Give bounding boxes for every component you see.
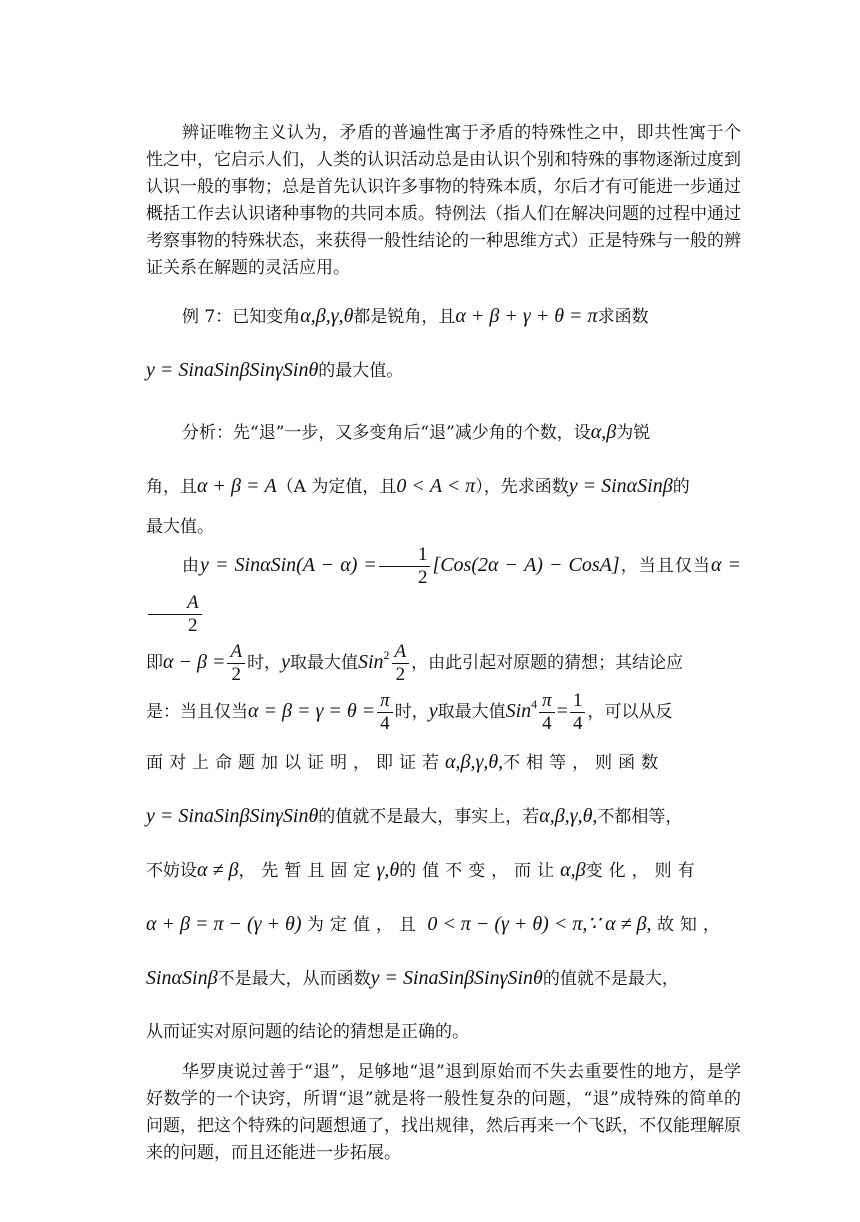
fraction-denominator: 2 — [231, 664, 241, 685]
proof-text-7: 的值不变，而让 — [399, 861, 561, 881]
fraction-pi-over-4-b — [539, 690, 555, 735]
proof-line-5 — [146, 952, 741, 1006]
fraction-a-over-2-b — [227, 641, 245, 686]
fraction-denominator: 4 — [380, 713, 390, 734]
proof-text-10: 故知， — [656, 915, 726, 935]
closing-paragraph: 华罗庚说过善于“退”，足够地“退”退到原始而不失去重要性的地方，是学好数学的一个诀窍，所谓“退”就是将一般性复杂的问题，“退”成特殊的简单的问题，把这个特殊的问题想通了，找出规律，然后再来一个飞跃，不仅能理解原来的问题，而且还能进一步拓展。 — [146, 1062, 741, 1163]
proof-line-4 — [146, 898, 741, 952]
proof-line-3 — [146, 844, 741, 898]
analysis-line-1 — [146, 406, 741, 460]
derive-text-4: 时， — [247, 653, 282, 673]
derive-bracket: [Cos(2α − A) − CosA] — [432, 554, 620, 576]
fraction-a-over-2 — [148, 592, 202, 637]
intro-paragraph: 辨证唯物主义认为，矛盾的普遍性寓于矛盾的特殊性之中，即共性寓于个性之中，它启示人们，人类的认识活动总是由认识个别和特殊的事物逐渐过度到认识一般的事物；总是首先认识许多事物的特殊本质，尔后才有可能进一步通过概括工作去认识诸种事物的共同本质。特例法（指人们在解决问题的过程中通过考察事物的特殊状态，来获得一般性结论的一种思维方式）正是特殊与一般的辨证关系在解题的灵活应用。 — [146, 123, 741, 278]
concl-text-4: ，可以从反 — [587, 702, 673, 722]
concl-text-3: 取最大值 — [437, 702, 506, 722]
proof-changing-vars: α,β — [560, 859, 586, 881]
derive-text-1: 由 — [182, 556, 201, 576]
fraction-numerator: π — [377, 690, 393, 713]
proof-text-12: 的值就不是最大， — [542, 969, 679, 989]
analysis-vars: α,β — [590, 421, 617, 443]
fraction-numerator: A — [227, 641, 245, 664]
fraction-one-quarter — [570, 690, 586, 735]
analysis-text-1: 分析：先“退”一步，又多变角后“退”减少角的个数，设 — [182, 423, 591, 443]
proof-function-2: y = SinaSinβSinγSinθ — [370, 967, 543, 989]
example-end-text: 的最大值。 — [318, 361, 404, 381]
example-statement — [146, 290, 741, 344]
concl-sin-fourth — [505, 697, 538, 722]
proof-text-6: ，先暂且固定 — [238, 861, 377, 881]
equals-sign: = — [556, 700, 568, 722]
concl-text-1: 是：当且仅当 — [146, 702, 248, 722]
derive-y: y — [281, 651, 290, 673]
fraction-a-over-2-c — [392, 641, 410, 686]
fraction-denominator: 2 — [417, 567, 428, 588]
fraction-numerator: A — [148, 592, 202, 615]
derive-text-2: ，当且仅当 — [619, 556, 711, 576]
proof-vars: α,β,γ,θ, — [445, 751, 504, 773]
analysis-line-3: 最大值。 — [146, 517, 214, 537]
conclusion-line — [146, 687, 741, 736]
derive-difference: α − β = — [163, 651, 226, 673]
fraction-numerator: π — [539, 690, 555, 713]
sin-label: Sin — [505, 700, 532, 722]
analysis-text-4: （A 为定值，且 — [276, 477, 397, 497]
proof-text-3: 的值就不是最大，事实上，若 — [318, 807, 540, 827]
fraction-numerator: 1 — [570, 690, 586, 713]
analysis-condition: α + β = A — [197, 475, 277, 497]
example-function: y = SinaSinβSinγSinθ — [146, 359, 319, 381]
concl-y: y — [428, 700, 438, 722]
document-page — [146, 120, 741, 1167]
proof-vars-2: α,β,γ,θ, — [539, 805, 598, 827]
derivation-line-1 — [146, 541, 741, 638]
analysis-text-3: 角，且 — [146, 477, 197, 497]
proof-text-11: 不是最大，从而函数 — [217, 969, 371, 989]
derive-text-5: 取最大值 — [289, 653, 358, 673]
proof-text-4: 不都相等， — [597, 807, 683, 827]
proof-range: 0 < π − (γ + θ) < π,∵ α ≠ β, — [427, 913, 652, 935]
proof-sum: α + β = π − (γ + θ) — [146, 913, 302, 935]
analysis-function: y = SinαSinβ — [568, 475, 673, 497]
example-mid-text: 都是锐角，且 — [353, 307, 456, 327]
derive-equation: y = SinαSin(A − α) = — [200, 554, 377, 576]
proof-text-1: 面对上命题加以证明，即证若 — [146, 753, 445, 773]
proof-function: y = SinaSinβSinγSinθ — [146, 805, 319, 827]
proof-text-8: 变化，则有 — [585, 861, 701, 881]
proof-line-1 — [146, 736, 741, 790]
derivation-line-2 — [146, 638, 741, 687]
fraction-one-half — [379, 544, 431, 589]
fraction-pi-over-4 — [377, 690, 393, 735]
exponent: 2 — [383, 648, 390, 662]
derive-sin-squared — [357, 648, 390, 673]
example-label: 例 7：已知变角 — [182, 307, 301, 327]
proof-text-9: 为定值，且 — [306, 915, 422, 935]
fraction-denominator: 2 — [188, 615, 198, 636]
proof-text-5: 不妨设 — [146, 861, 197, 881]
proof-text-2: 不相等，则函数 — [503, 753, 665, 773]
analysis-range: 0 < A < π — [396, 475, 476, 497]
exponent: 4 — [531, 697, 538, 711]
analysis-text-6: 的 — [672, 477, 690, 497]
analysis-text-5: ），先求函数 — [475, 477, 569, 497]
concl-text-2: 时， — [394, 702, 429, 722]
derive-text-3: 即 — [146, 653, 163, 673]
derive-text-6: ，由此引起对原题的猜想；其结论应 — [411, 653, 684, 673]
concl-equation: α = β = γ = θ = — [248, 700, 376, 722]
fraction-denominator: 4 — [542, 713, 552, 734]
analysis-line-2 — [146, 460, 741, 514]
example-function-line — [146, 344, 741, 398]
proof-product: SinαSinβ — [146, 967, 218, 989]
sin-label: Sin — [357, 651, 384, 673]
proof-fixed-vars: γ,θ — [376, 859, 400, 881]
fraction-numerator: 1 — [379, 544, 431, 567]
fraction-numerator: A — [392, 641, 410, 664]
proof-line-6: 从而证实对原问题的结论的猜想是正确的。 — [146, 1022, 469, 1042]
proof-line-2 — [146, 790, 741, 844]
analysis-text-2: 为锐 — [616, 423, 651, 443]
derive-alpha-eq: α = — [710, 554, 742, 576]
example-angle-condition: α + β + γ + θ = π — [455, 305, 598, 327]
example-tail-text: 求函数 — [597, 307, 649, 327]
fraction-denominator: 2 — [395, 664, 406, 685]
proof-not-equal: α ≠ β — [197, 859, 239, 881]
fraction-denominator: 4 — [572, 713, 583, 734]
example-angle-vars: α,β,γ,θ — [300, 305, 354, 327]
